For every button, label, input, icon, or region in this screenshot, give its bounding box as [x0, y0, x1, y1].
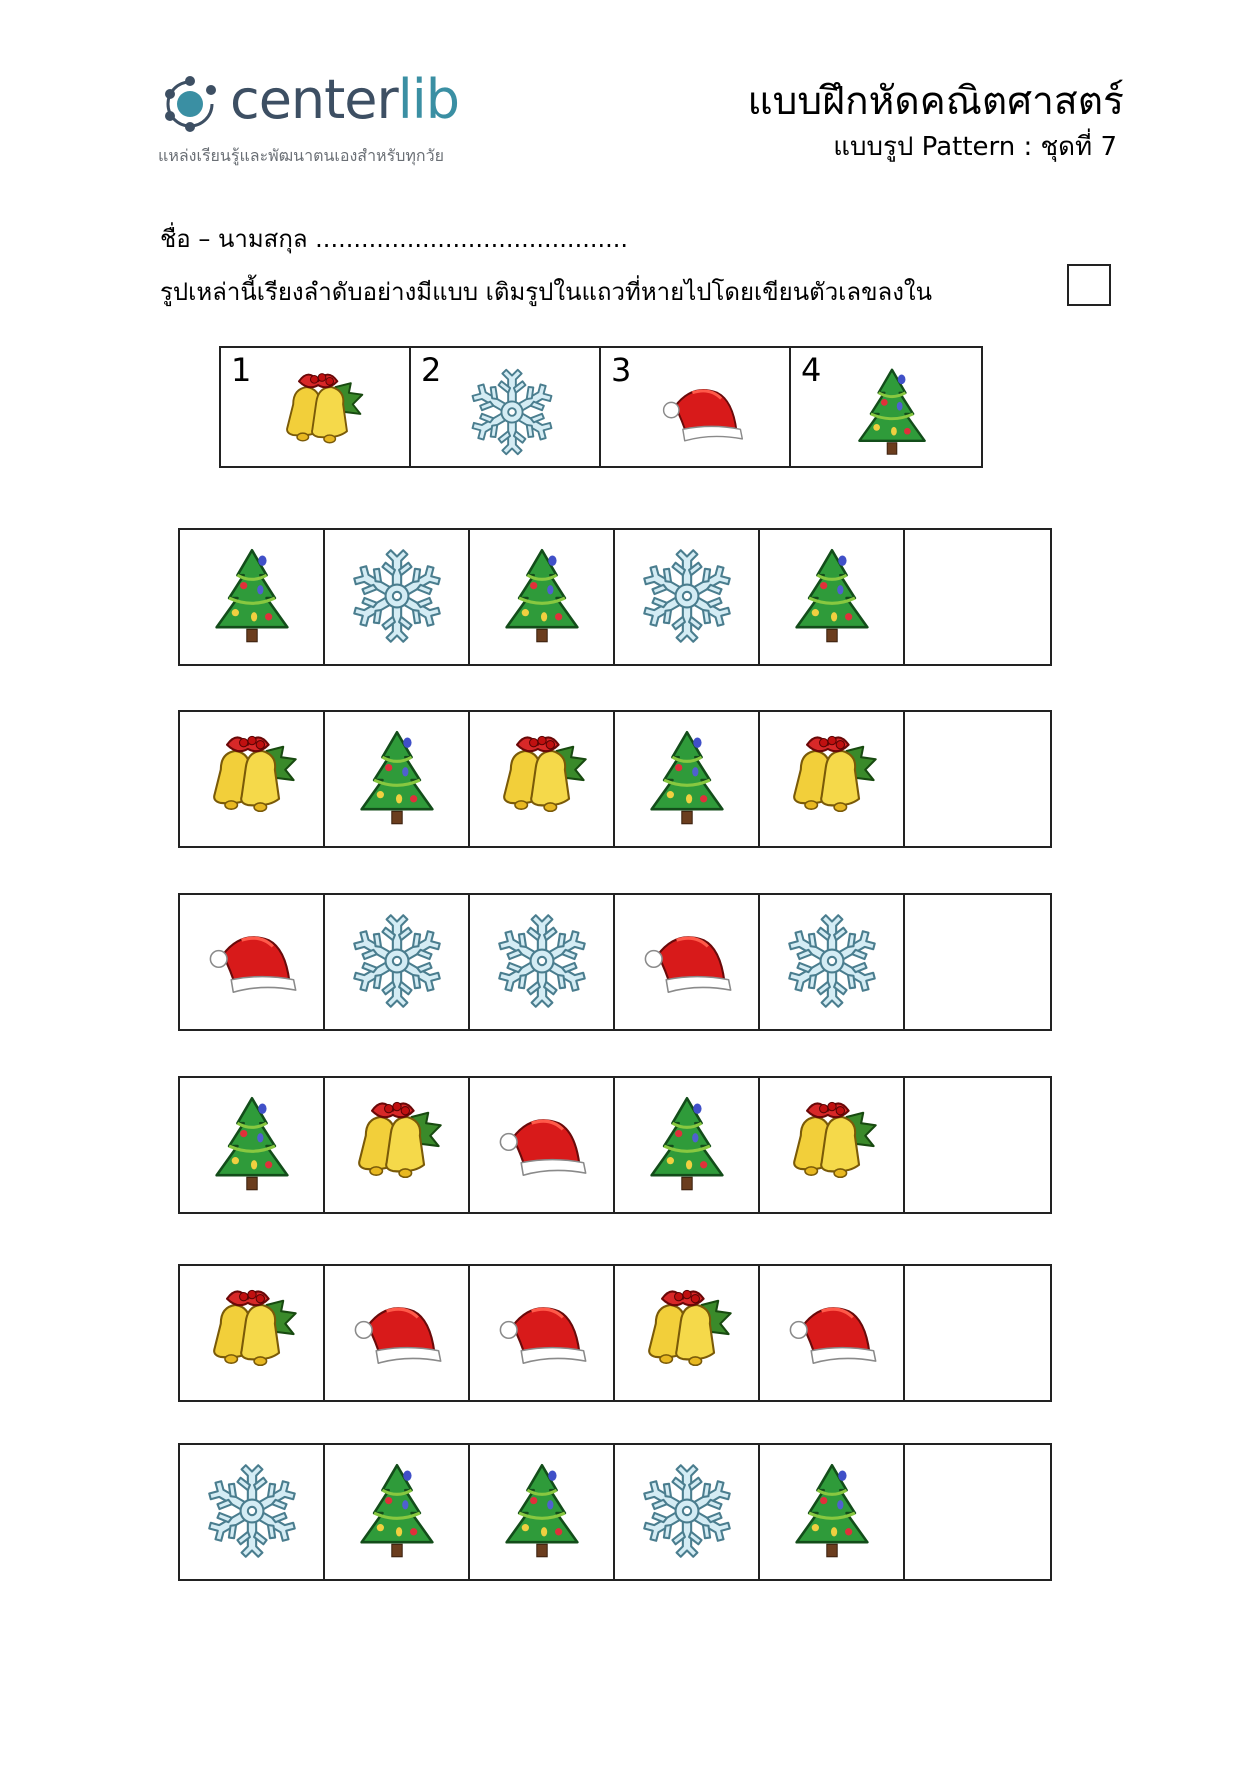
brand-tagline: แหล่งเรียนรู้และพัฒนาตนเองสำหรับทุกวัย: [158, 146, 444, 165]
pattern-cell: [615, 712, 760, 846]
legend-item-4: [791, 348, 981, 466]
answer-cell[interactable]: [905, 1445, 1050, 1579]
bell-icon: [633, 1280, 741, 1384]
bell-icon: [198, 726, 306, 830]
bell-icon: [778, 1092, 886, 1196]
legend-number: 1: [231, 351, 252, 389]
pattern-cell: [470, 895, 615, 1029]
pattern-cell: [470, 1445, 615, 1579]
pattern-cell: [615, 895, 760, 1029]
brand-logo: [152, 62, 492, 172]
santa-hat-icon: [488, 1092, 596, 1196]
pattern-cell: [325, 712, 470, 846]
answer-cell[interactable]: [905, 530, 1050, 664]
pattern-row-3: [178, 893, 1052, 1031]
snowflake-icon: [633, 1459, 741, 1563]
snowflake-icon: [198, 1459, 306, 1563]
bell-icon: [778, 726, 886, 830]
pattern-cell: [180, 1078, 325, 1212]
legend-table: [219, 346, 983, 468]
legend-item-1: [221, 348, 411, 466]
pattern-cell: [325, 1445, 470, 1579]
santa-hat-icon: [343, 1280, 451, 1384]
christmas-tree-icon: [778, 1459, 886, 1563]
christmas-tree-icon: [633, 1092, 741, 1196]
worksheet-title: แบบฝึกหัดคณิตศาสตร์: [747, 79, 1124, 124]
snowflake-icon: [488, 909, 596, 1013]
pattern-cell: [180, 895, 325, 1029]
snowflake-icon: [633, 544, 741, 648]
pattern-cell: [325, 895, 470, 1029]
santa-hat-icon: [778, 1280, 886, 1384]
snowflake-icon: [457, 364, 567, 460]
pattern-cell: [470, 530, 615, 664]
legend-number: 3: [611, 351, 632, 389]
pattern-cell: [180, 530, 325, 664]
pattern-row-5: [178, 1264, 1052, 1402]
pattern-cell: [615, 530, 760, 664]
pattern-cell: [615, 1078, 760, 1212]
legend-number: 2: [421, 351, 442, 389]
answer-cell[interactable]: [905, 1078, 1050, 1212]
legend-item-3: [601, 348, 791, 466]
pattern-cell: [470, 712, 615, 846]
pattern-cell: [180, 712, 325, 846]
legend-number: 4: [801, 351, 822, 389]
answer-cell[interactable]: [905, 895, 1050, 1029]
santa-hat-icon: [647, 364, 757, 460]
santa-hat-icon: [633, 909, 741, 1013]
christmas-tree-icon: [198, 544, 306, 648]
pattern-cell: [615, 1445, 760, 1579]
bell-icon: [343, 1092, 451, 1196]
pattern-row-4: [178, 1076, 1052, 1214]
pattern-cell: [180, 1266, 325, 1400]
snowflake-icon: [343, 909, 451, 1013]
christmas-tree-icon: [837, 364, 947, 460]
pattern-cell: [325, 1078, 470, 1212]
pattern-cell: [470, 1266, 615, 1400]
name-field-label[interactable]: ชื่อ – นามสกุล .........................................: [160, 225, 628, 253]
legend-item-2: [411, 348, 601, 466]
christmas-tree-icon: [778, 544, 886, 648]
pattern-cell: [470, 1078, 615, 1212]
worksheet-subtitle: แบบรูป Pattern : ชุดที่ 7: [833, 132, 1117, 162]
christmas-tree-icon: [198, 1092, 306, 1196]
snowflake-icon: [343, 544, 451, 648]
bell-icon: [198, 1280, 306, 1384]
pattern-cell: [760, 895, 905, 1029]
brand-name-part2: lib: [397, 68, 460, 131]
christmas-tree-icon: [343, 1459, 451, 1563]
pattern-row-6: [178, 1443, 1052, 1581]
centerlib-logo-icon: [156, 68, 224, 136]
answer-cell[interactable]: [905, 712, 1050, 846]
brand-name: [230, 64, 459, 136]
brand-name-part1: center: [230, 68, 398, 131]
christmas-tree-icon: [488, 1459, 596, 1563]
christmas-tree-icon: [488, 544, 596, 648]
pattern-cell: [325, 1266, 470, 1400]
pattern-cell: [760, 1266, 905, 1400]
bell-icon: [267, 364, 377, 460]
pattern-cell: [760, 1078, 905, 1212]
pattern-cell: [760, 712, 905, 846]
answer-example-box: [1067, 264, 1111, 306]
christmas-tree-icon: [343, 726, 451, 830]
pattern-cell: [180, 1445, 325, 1579]
pattern-cell: [325, 530, 470, 664]
pattern-row-1: [178, 528, 1052, 666]
bell-icon: [488, 726, 596, 830]
santa-hat-icon: [198, 909, 306, 1013]
pattern-row-2: [178, 710, 1052, 848]
pattern-cell: [760, 1445, 905, 1579]
answer-cell[interactable]: [905, 1266, 1050, 1400]
santa-hat-icon: [488, 1280, 596, 1384]
snowflake-icon: [778, 909, 886, 1013]
pattern-cell: [760, 530, 905, 664]
christmas-tree-icon: [633, 726, 741, 830]
pattern-cell: [615, 1266, 760, 1400]
instruction-text: รูปเหล่านี้เรียงลำดับอย่างมีแบบ เติมรูปในแถวที่หายไปโดยเขียนตัวเลขลงใน: [160, 278, 933, 306]
